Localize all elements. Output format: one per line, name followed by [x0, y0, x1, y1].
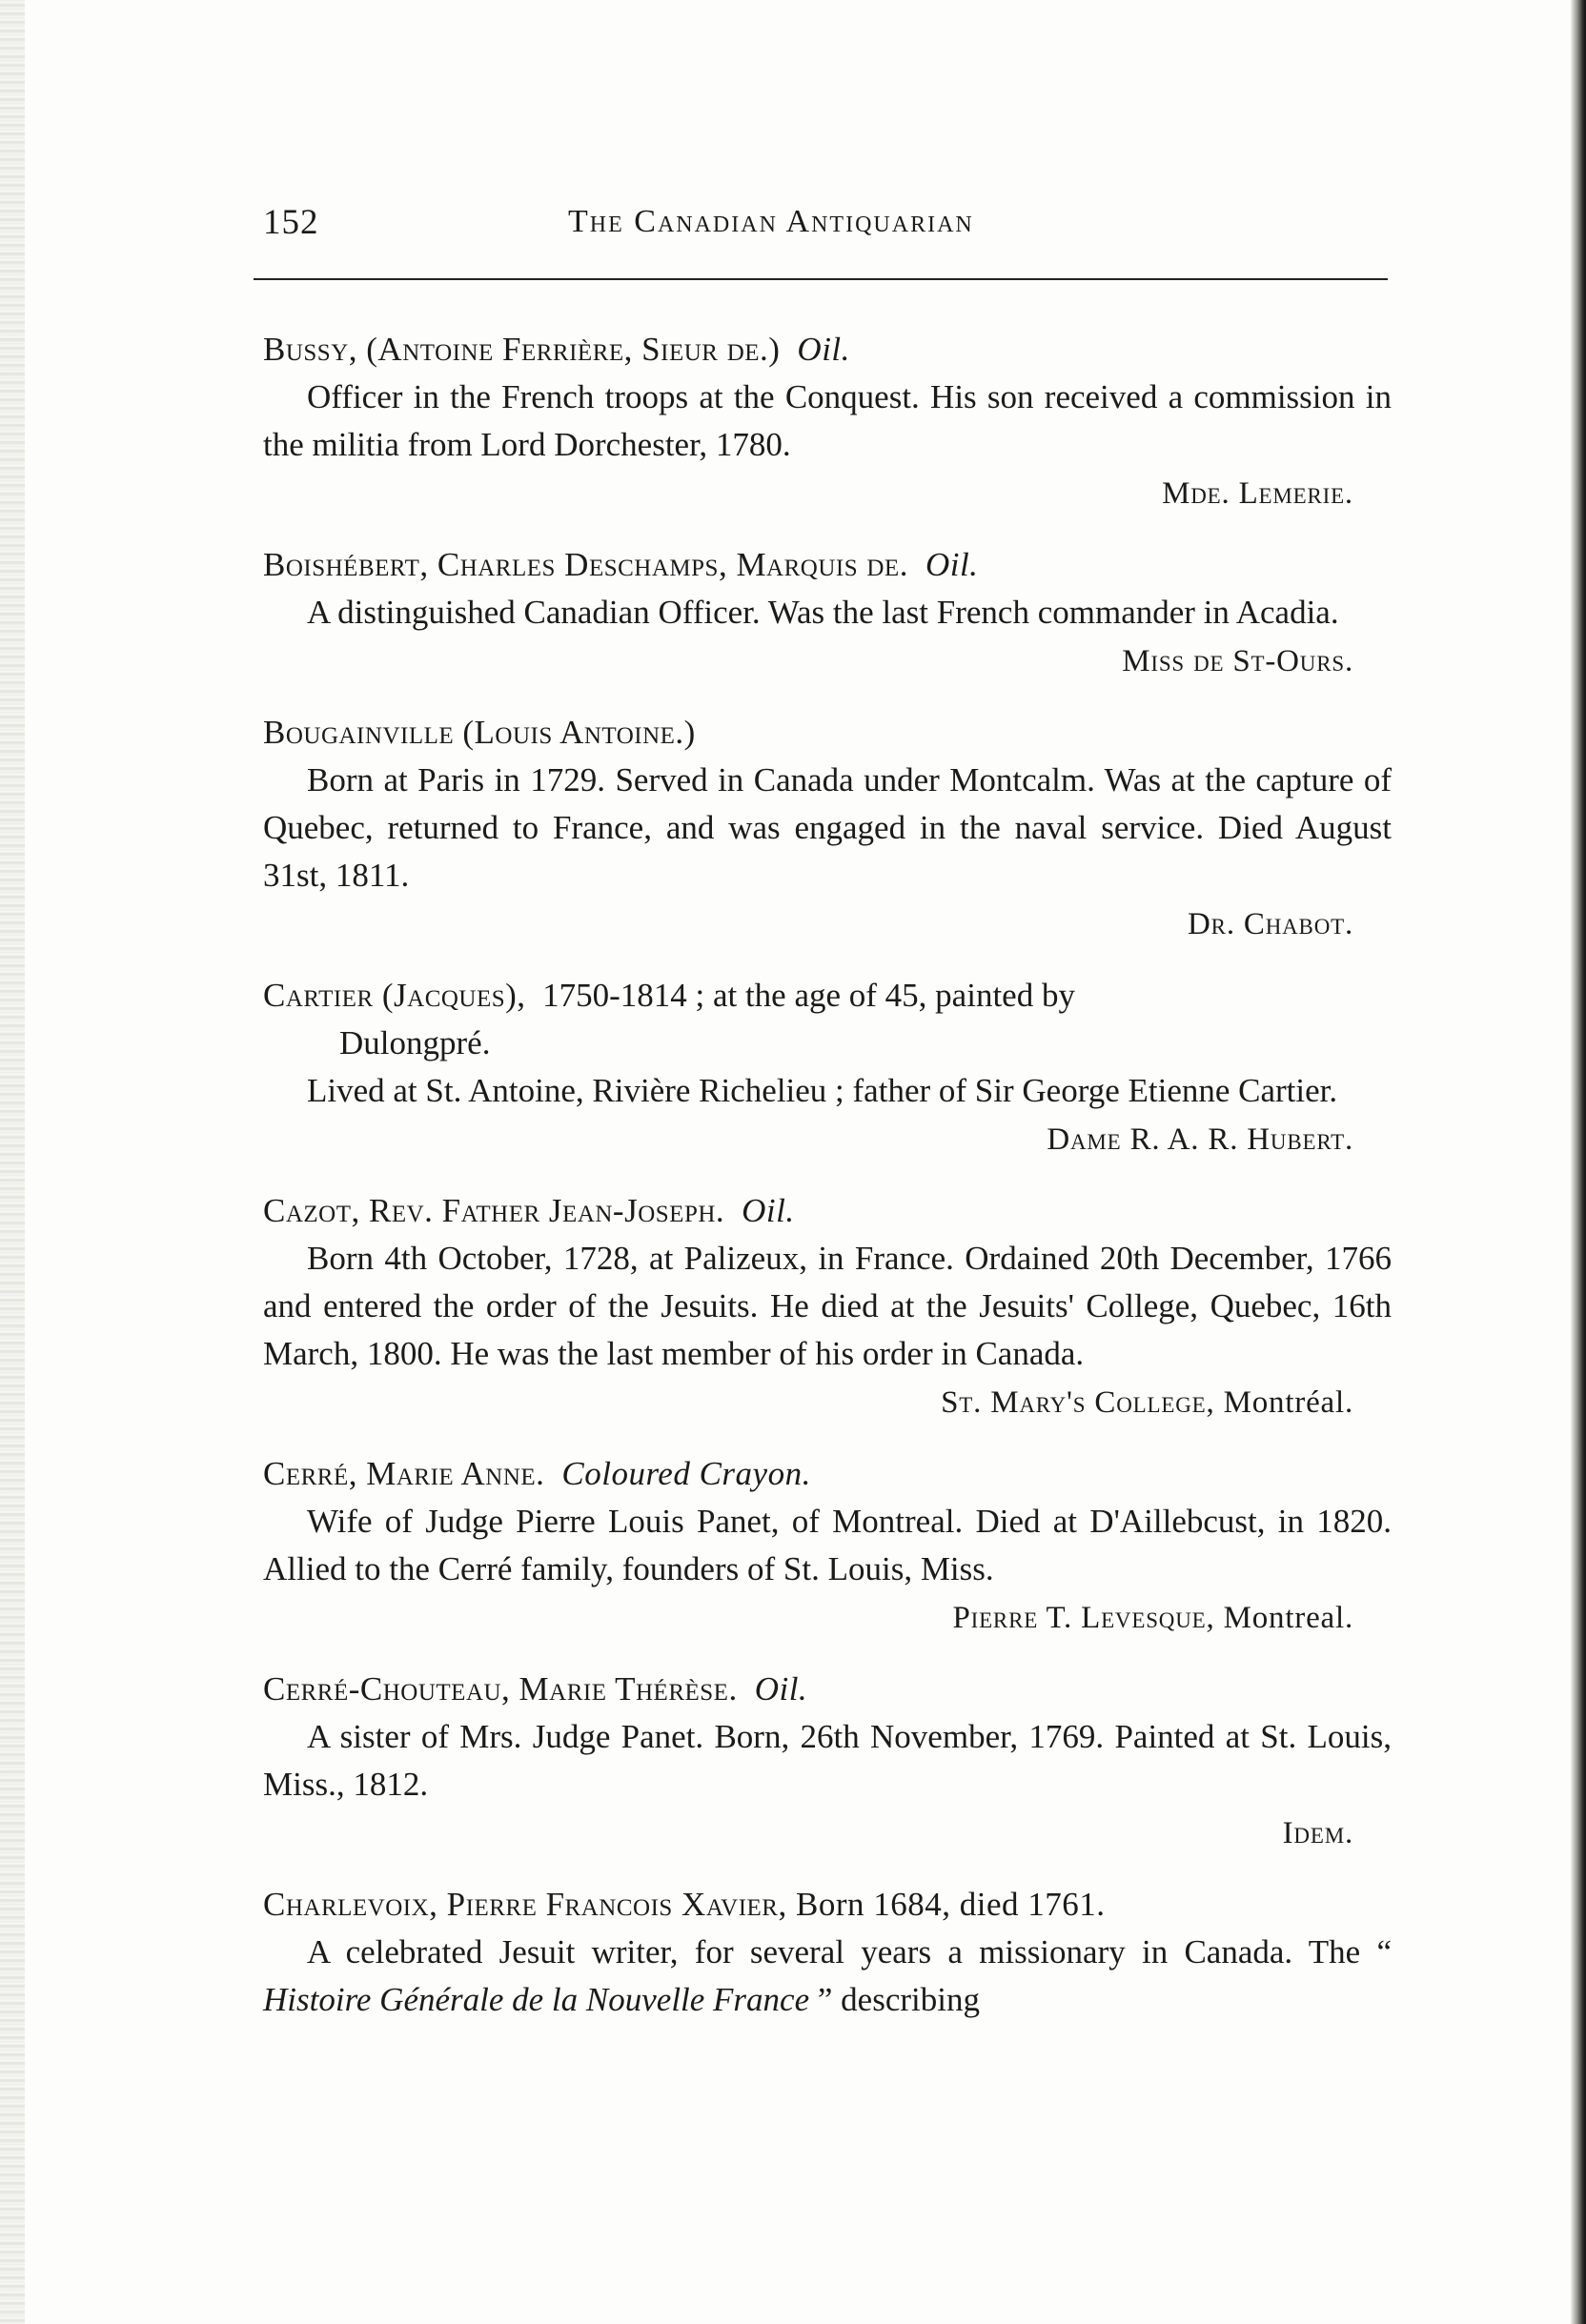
entry-owner: Mde. Lemerie. — [1162, 476, 1353, 511]
entry-owner: Dr. Chabot. — [1188, 907, 1353, 941]
book-title: Histoire Générale de la Nouvelle France — [263, 1981, 810, 2018]
entry-name: Cazot, Rev. Father Jean-Joseph. — [263, 1192, 725, 1229]
entry — [257, 1450, 1392, 1643]
entry-description: Officer in the French troops at the Conquest. His son received a commission in the militia from Lord Dorchester, 1780. — [263, 378, 1392, 463]
entry — [257, 709, 1392, 949]
entry-description: Born at Paris in 1729. Served in Canada under Montcalm. Was at the capture of Quebec, returned to France, and was engaged in the naval service. Died August 31st, 1811. — [263, 761, 1392, 894]
entry-owner-place: Montreal. — [1223, 1601, 1353, 1635]
entry-heading — [257, 1187, 1392, 1235]
entry-description: Lived at St. Antoine, Rivière Richelieu ; father of Sir George Etienne Cartier. — [307, 1072, 1338, 1109]
entry — [257, 326, 1392, 518]
running-head: The Canadian Antiquarian — [568, 204, 974, 239]
entry-name: Bougainville (Louis Antoine.) — [263, 714, 696, 751]
entry-name: Charlevoix, Pierre Francois Xavier, — [263, 1886, 787, 1923]
entry — [257, 1187, 1392, 1427]
page-header — [263, 202, 1388, 250]
entry-medium: Oil. — [797, 331, 850, 368]
entry-heading — [257, 972, 1392, 1067]
entry-painter: Dulongpré. — [339, 1024, 491, 1061]
entry-owner: Miss de St-Ours. — [1122, 644, 1353, 678]
entry-list — [257, 326, 1392, 2047]
entry-heading — [257, 709, 1392, 757]
entry-name: Cerré-Chouteau, Marie Thérèse. — [263, 1670, 738, 1708]
entry-name: Cartier (Jacques), — [263, 977, 526, 1014]
entry-owner-name: St. Mary's College, — [941, 1385, 1215, 1420]
entry-name: Cerré, Marie Anne. — [263, 1455, 545, 1492]
entry-medium: Oil. — [754, 1670, 808, 1708]
entry-dates: Born 1684, died 1761. — [795, 1886, 1106, 1923]
entry-name: Bussy, (Antoine Ferrière, Sieur de.) — [263, 331, 781, 368]
entry-name: Boishébert, Charles Deschamps, Marquis de. — [263, 546, 908, 583]
page-edge-left — [0, 0, 25, 2324]
page-edge-right — [1571, 0, 1586, 2324]
entry-description — [257, 1929, 1392, 2024]
entry-description-end: ” describing — [809, 1981, 980, 2018]
entry-medium: Oil. — [742, 1192, 795, 1229]
entry-heading — [257, 1450, 1392, 1498]
entry-heading — [257, 541, 1392, 589]
entry-description-start: A celebrated Jesuit writer, for several years a missionary in Canada. The “ — [307, 1933, 1392, 1970]
entry-description: A distinguished Canadian Officer. Was the last French commander in Acadia. — [307, 594, 1339, 631]
entry-owner-name: Pierre T. Levesque, — [952, 1601, 1215, 1635]
entry-owner — [257, 1378, 1392, 1427]
entry-description: A sister of Mrs. Judge Panet. Born, 26th November, 1769. Painted at St. Louis, Miss., 1812. — [263, 1718, 1392, 1803]
page-number: 152 — [263, 203, 319, 242]
header-rule — [254, 278, 1388, 280]
entry — [257, 541, 1392, 686]
entry-owner: Idem. — [1282, 1816, 1353, 1850]
entry — [257, 972, 1392, 1164]
entry-heading — [257, 326, 1392, 374]
entry-medium: Coloured Crayon. — [561, 1455, 811, 1492]
entry-description: Wife of Judge Pierre Louis Panet, of Montreal. Died at D'Aillebcust, in 1820. Allied to the Cerré family, founders of St. Louis, Miss. — [263, 1503, 1392, 1587]
entry — [257, 1666, 1392, 1858]
entry-heading — [257, 1666, 1392, 1713]
entry-medium: Oil. — [925, 546, 979, 583]
entry-description: Born 4th October, 1728, at Palizeux, in France. Ordained 20th December, 1766 and entered the order of the Jesuits. He died at the Jesuits' College, Quebec, 16th March, 1800. He was the last member of his order in Canada. — [263, 1240, 1392, 1372]
entry-owner — [257, 1593, 1392, 1643]
entry-heading — [257, 1881, 1392, 1929]
entry-owner-place: Montréal. — [1223, 1385, 1353, 1420]
entry-owner: Dame R. A. R. Hubert. — [1047, 1122, 1353, 1157]
entry-dates: 1750-1814 ; at the age of 45, painted by — [542, 977, 1075, 1014]
entry — [257, 1881, 1392, 2024]
